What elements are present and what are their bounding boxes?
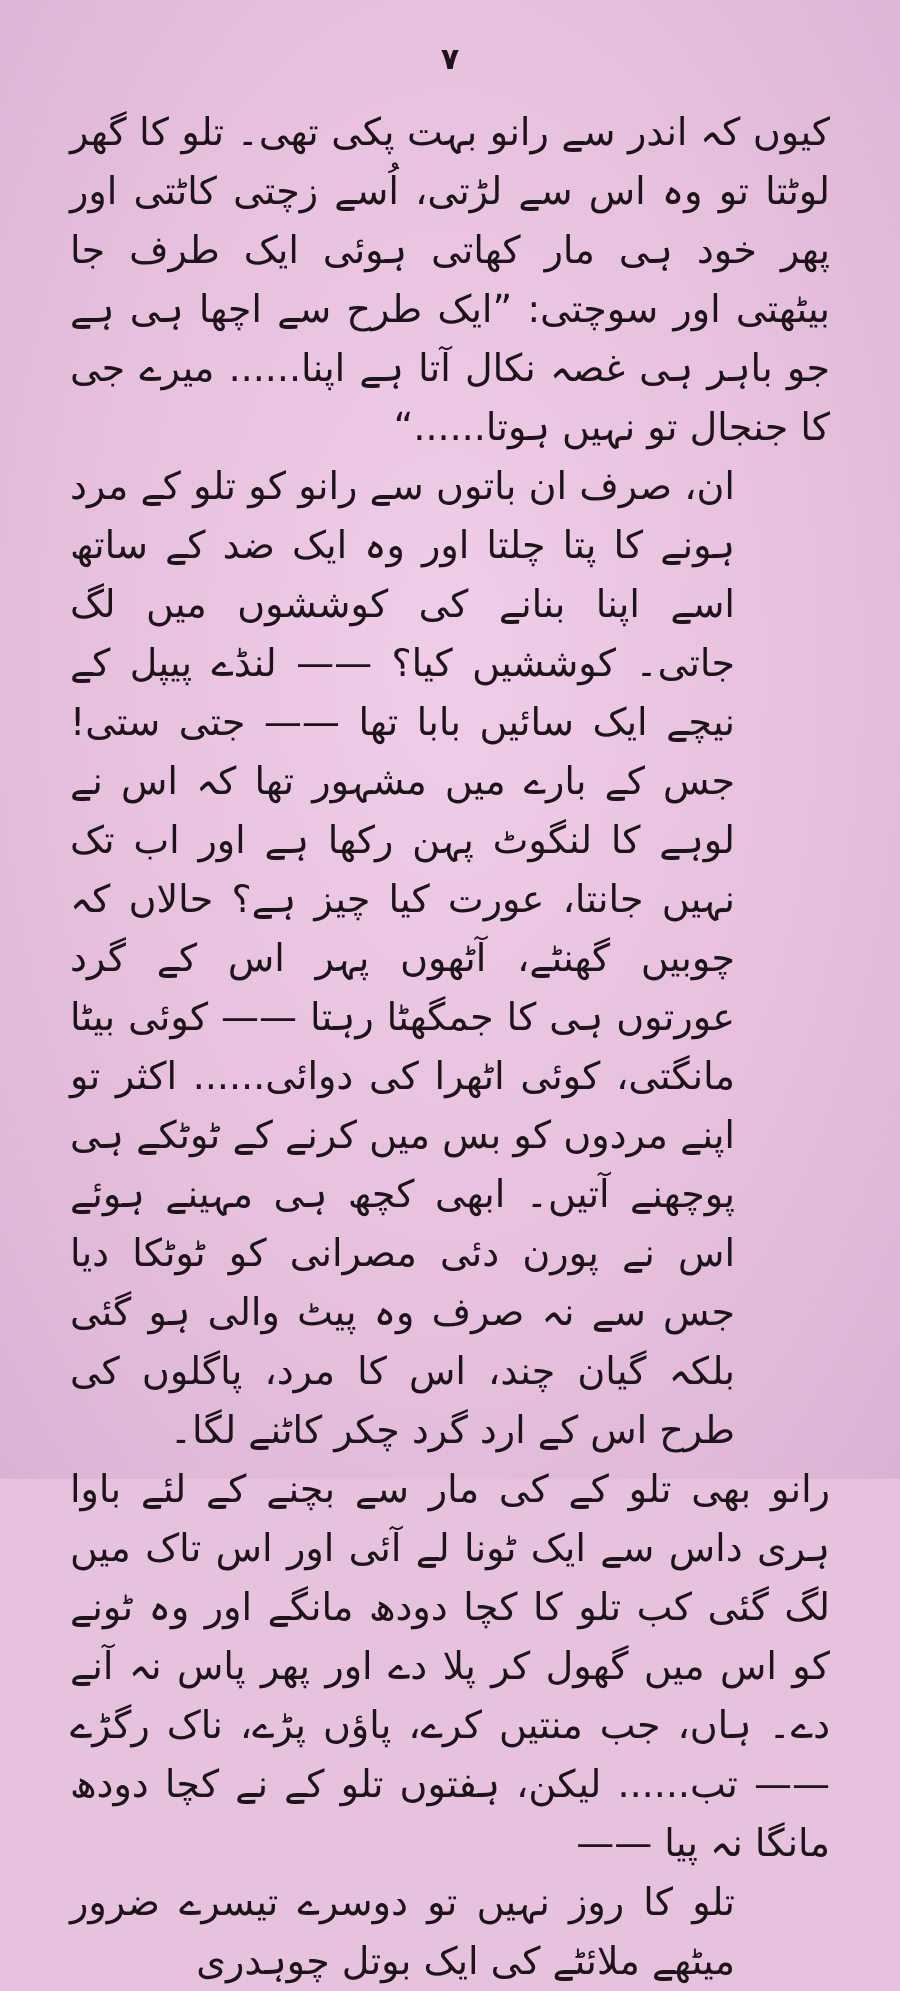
paragraph-4: تلو کا روز نہیں تو دوسرے تیسرے ضرور میٹھے ملائٹے کی ایک بوتل چوہدری	[70, 1880, 735, 1983]
paragraph-1: کیوں کہ اندر سے رانو بہت پکی تھی۔ تلو کا گھر لوٹتا تو وہ اس سے لڑتی، اُسے زچتی کاٹتی اور پھر خود ہی مار کھاتی ہوئی ایک طرف جا بیٹھتی اور سوچتی: ”ایک طرح سے اچھا ہی ہے جو باہر ہی غصہ نکال آتا ہے اپنا...... میرے جی کا جنجال تو نہیں ہوتا......“	[70, 110, 830, 449]
paragraph-2: ان، صرف ان باتوں سے رانو کو تلو کے مرد ہونے کا پتا چلتا اور وہ ایک ضد کے ساتھ اسے اپنا بنانے کی کوششوں میں لگ جاتی۔ کوششیں کیا؟ —— لنڈے پیپل کے نیچے ایک سائیں بابا تھا —— جتی ستی! جس کے بارے میں مشہور تھا کہ اس نے لوہے کا لنگوٹ پہن رکھا ہے اور اب تک نہیں جانتا، عورت کیا چیز ہے؟ حالاں کہ چوبیں گھنٹے، آٹھوں پہر اس کے گرد عورتوں ہی کا جمگھٹا رہتا —— کوئی بیٹا مانگتی، کوئی اٹھرا کی دوائی...... اکثر تو اپنے مردوں کو بس میں کرنے کے ٹوٹکے ہی پوچھنے آتیں۔ ابھی کچھ ہی مہینے ہوئے اس نے پورن دئی مصرانی کو ٹوٹکا دیا جس سے نہ صرف وہ پیٹ والی ہو گئی بلکہ گیان چند، اس کا مرد، پاگلوں کی طرح اس کے ارد گرد چکر کاٹنے لگا۔	[70, 464, 735, 1452]
page-number: ۷	[440, 42, 460, 77]
urdu-body-text	[70, 103, 830, 1991]
paragraph-3: رانو بھی تلو کے کی مار سے بچنے کے لئے باوا ہری داس سے ایک ٹونا لے آئی اور اس تاک میں لگ گئی کب تلو کا کچا دودھ مانگے اور وہ ٹونے کو اس میں گھول کر پلا دے اور پھر پاس نہ آنے دے۔ ہاں، جب منتیں کرے، پاؤں پڑے، ناک رگڑے —— تب...... لیکن، ہفتوں تلو کے نے کچا دودھ مانگا نہ پیا ——	[70, 1467, 830, 1865]
